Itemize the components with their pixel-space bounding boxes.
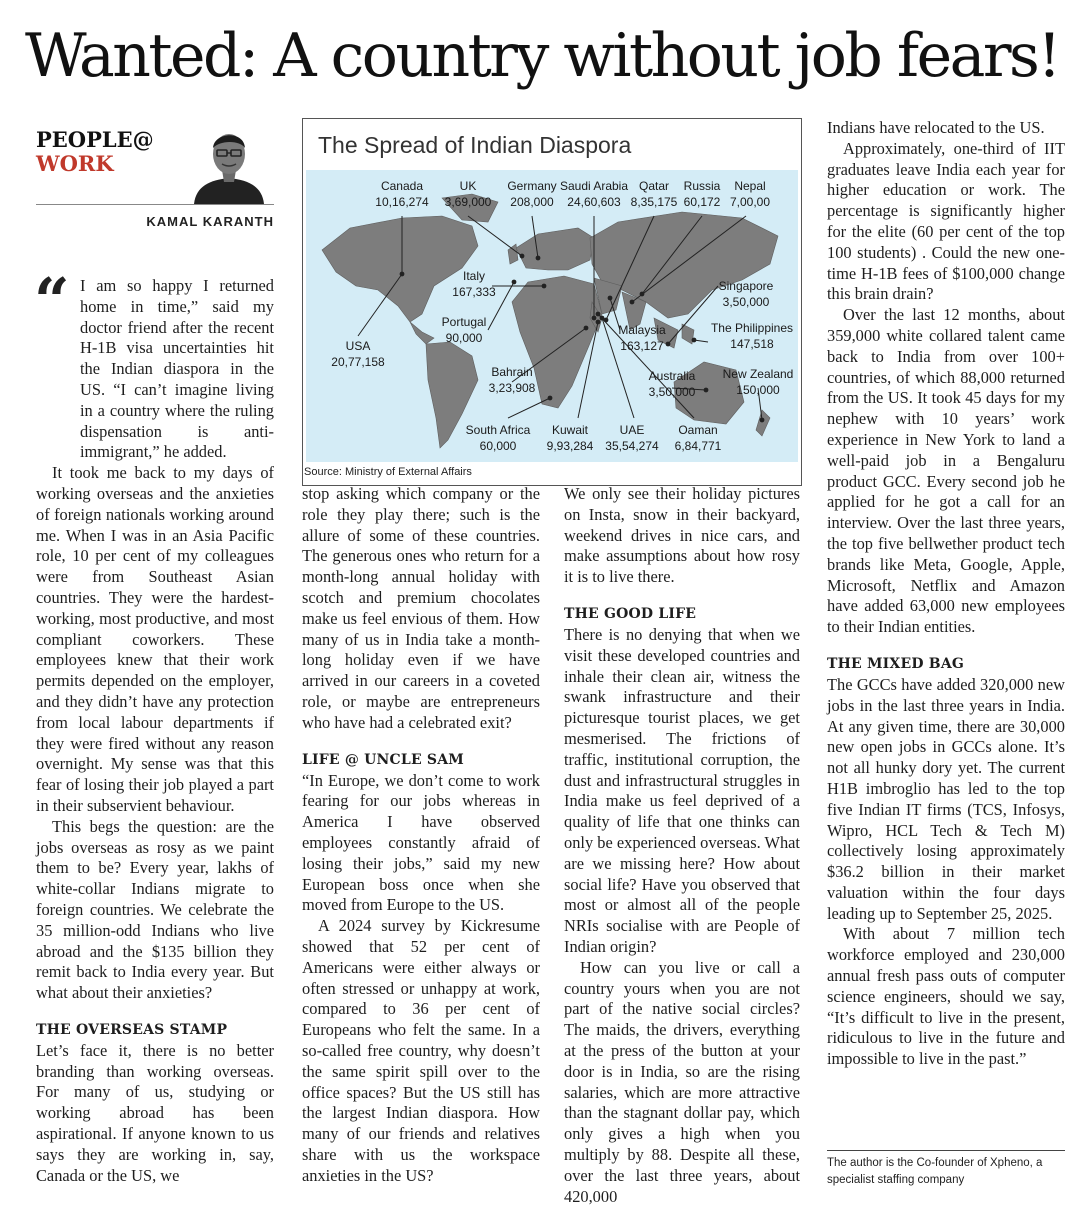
map-source: Source: Ministry of External Affairs (304, 466, 472, 478)
paragraph: “In Europe, we don’t come to work fearing for our jobs whereas in America I have observed employees constantly afraid of losing their jobs,” said my new European boss once when she moved from Europe to the US. (302, 770, 540, 915)
map-label-kuwait: Kuwait (551, 423, 589, 437)
paragraph: A 2024 survey by Kickresume showed that 52 per cent of Americans were either always or often stressed or unhappy at work, compared to 36 per cent of Europeans who felt the same. In a so-called free country, why doesn’t the same spirit spill over to the office spaces? But the US still has the largest Indian diaspora. How many of our friends and relatives share with us the workspace anxieties in the US? (302, 916, 540, 1185)
map-value-singapore: 3,50,000 (722, 295, 770, 309)
map-label-singapore: Singapore (718, 279, 774, 293)
byline-rule (36, 204, 274, 205)
map-label-south-africa: South Africa (465, 423, 531, 437)
map-label-bahrain: Bahrain (491, 365, 533, 379)
map-label-new-zealand: New Zealand (722, 367, 794, 381)
author-photo (188, 120, 270, 204)
map-value-portugal: 90,000 (445, 331, 483, 345)
map-value-south-africa: 60,000 (479, 439, 517, 453)
map-label-nepal: Nepal (734, 179, 766, 193)
map-value-italy: 167,333 (452, 285, 496, 299)
map-value-uk: 3,69,000 (444, 195, 492, 209)
paragraph: stop asking which company or the role they play there; such is the allure of some of these countries. The generous ones who return for a month-long annual holiday with scotch and premium chocolates make us feel envious of them. How many of us in India take a month-long holiday even if we have arrived in our careers in a coveted role, or maybe are entrepreneurs who have had a celebrated exit? (302, 484, 540, 732)
map-label-saudi-arabia: Saudi Arabia (559, 179, 629, 193)
map-value-australia: 3,50,000 (648, 385, 696, 399)
byline: KAMAL KARANTH (146, 214, 274, 229)
map-label-germany: Germany (507, 179, 557, 193)
map-label-australia: Australia (648, 369, 696, 383)
paragraph: With about 7 million tech workforce employed and 230,000 annual fresh pass outs of computer science engineers, should we say, “It’s difficult to live in the present, ridiculous to live in the future and impossible to live in the past.” (827, 924, 1065, 1069)
map-value-kuwait: 9,93,284 (546, 439, 594, 453)
paragraph: I am so happy I returned home in time,” said my doctor friend after the recent H-1B visa uncertainties hit the Indian diaspora in the US. “I can’t imagine living in a country where the ruling dispensation is anti-immigrant,” he added. (80, 276, 274, 462)
paragraph: There is no denying that when we visit these developed countries and inhale their clean air, witness the swank infrastructure and their picturesque tourist places, we get mesmerised. The frictions of traffic, institutional corruption, the dust and infrastructural struggles in India make us feel deprived of a quality of life that one thinks can only be experienced overseas. What are we missing here? How about social life? Have you observed that most or almost all of the people NRIs socialise with are People of Indian origin? (564, 624, 800, 956)
footnote-rule (827, 1150, 1065, 1151)
column-label: PEOPLE@ (36, 127, 154, 152)
map-value-usa: 20,77,158 (331, 355, 385, 369)
paragraph: Over the last 12 months, about 359,000 white collared talent came back to India from over 100+ countries, of which 88,000 returned from the US. It took 45 days for my nephew with 10 years’ work experience in New York to land a well-paid job in a Bengaluru product GCC. Every second job he applied for he got a call for an interview. Over the last three years, the top five bellwether product tech brands like Meta, Google, Apple, Microsoft, Netflix and Amazon have added 63,000 new employees to their Indian entities. (827, 305, 1065, 637)
author-footnote: The author is the Co-founder of Xpheno, a specialist staffing company (827, 1157, 1043, 1186)
map-title: The Spread of Indian Diaspora (318, 132, 632, 158)
map-value-nepal: 7,00,00 (729, 195, 771, 209)
section-heading: THE MIXED BAG (827, 655, 965, 672)
paragraph: It took me back to my days of working overseas and the anxieties of foreign nationals working around me. When I was in an Asia Pacific role, 10 per cent of my colleagues were from Southeast Asian countries. They were the hardest-working, most productive, and most compliant coworkers. These employees knew that their work permits depended on the employer, and they didn’t have any protection from local labour departments if they were fired without any reason overnight. My sense was that this fear of losing their job played a part in their subservient behaviour. (36, 463, 274, 815)
map-label-oaman: Oaman (678, 423, 718, 437)
map-label-italy: Italy (462, 269, 486, 283)
section-heading: LIFE @ UNCLE SAM (302, 751, 464, 768)
map-label-qatar: Qatar (638, 179, 670, 193)
map-value-russia: 60,172 (683, 195, 721, 209)
map-value-malaysia: 163,127 (620, 339, 664, 353)
article-column-2 (302, 484, 540, 1187)
paragraph: Approximately, one-third of IIT graduates leave India each year for higher education or work. The percentage is significantly higher for the elite (60 per cent of the top 100 students) . Could the new one-time H-1B fees of $100,000 change this brain drain? (827, 138, 1065, 304)
map-label-usa: USA (345, 339, 371, 353)
paragraph: We only see their holiday pictures on Insta, snow in their backyard, weekend drives in nice cars, and make assumptions about how rosy it is to live there. (564, 484, 800, 587)
map-label-canada: Canada (380, 179, 424, 193)
opening-quote-mark: “ (34, 264, 70, 337)
map-label-uae: UAE (619, 423, 645, 437)
map-value-germany: 208,000 (510, 195, 554, 209)
map-value-canada: 10,16,274 (375, 195, 429, 209)
map-value-saudi-arabia: 24,60,603 (567, 195, 621, 209)
map-label-uk: UK (459, 179, 477, 193)
paragraph: Indians have relocated to the US. (827, 118, 1045, 137)
paragraph: The GCCs have added 320,000 new jobs in the last three years in India. At any given time, there are 30,000 new open jobs in GCCs alone. It’s not all hunky dory yet. The current H1B imbroglio has led to the top five Indian IT firms (TCS, Infosys, Wipro, HCL Tech & Tech M) collectively losing approximately $36.2 billion in their market valuation within the four days leading up to September 25, 2025. (827, 674, 1065, 923)
article-column-4 (827, 118, 1065, 1070)
map-value-oaman: 6,84,771 (674, 439, 722, 453)
headline: Wanted: A country without job fears! (25, 21, 1059, 91)
map-value-bahrain: 3,23,908 (488, 381, 536, 395)
paragraph: How can you live or call a country yours when you are not part of the native social circles? The maids, the drivers, everything at the press of the button at your door is in India, so are the rising salaries, which are more attractive than the stagnant dollar pay, which only gives a high when you multiply by 88. Despite all these, over the last three years, about 420,000 (564, 957, 800, 1206)
map-value-qatar: 8,35,175 (630, 195, 678, 209)
article-column-1 (36, 276, 274, 1186)
map-value-new-zealand: 150,000 (736, 383, 780, 397)
diaspora-map (302, 118, 802, 486)
paragraph: Let’s face it, there is no better branding than working overseas. For many of us, studying or working abroad has been aspirational. If anyone known to us says they are working in, say, Canada or the US, we (36, 1040, 274, 1185)
map-label-malaysia: Malaysia (618, 323, 666, 337)
section-heading: THE GOOD LIFE (564, 605, 697, 622)
paragraph: This begs the question: are the jobs overseas as rosy as we paint them to be? Every year, lakhs of white-collar Indians migrate to foreign countries. We celebrate the 35 million-odd Indians who live abroad and the $135 billion they remit back to India every year. But what about their anxieties? (36, 816, 274, 1003)
column-label-accent: WORK (36, 151, 114, 176)
section-heading: THE OVERSEAS STAMP (36, 1021, 228, 1038)
map-label-russia: Russia (683, 179, 721, 193)
map-label-portugal: Portugal (441, 315, 487, 329)
map-value-philippines: 147,518 (730, 337, 774, 351)
map-value-uae: 35,54,274 (605, 439, 659, 453)
map-label-philippines: The Philippines (710, 321, 794, 335)
article-column-3 (564, 484, 800, 1207)
